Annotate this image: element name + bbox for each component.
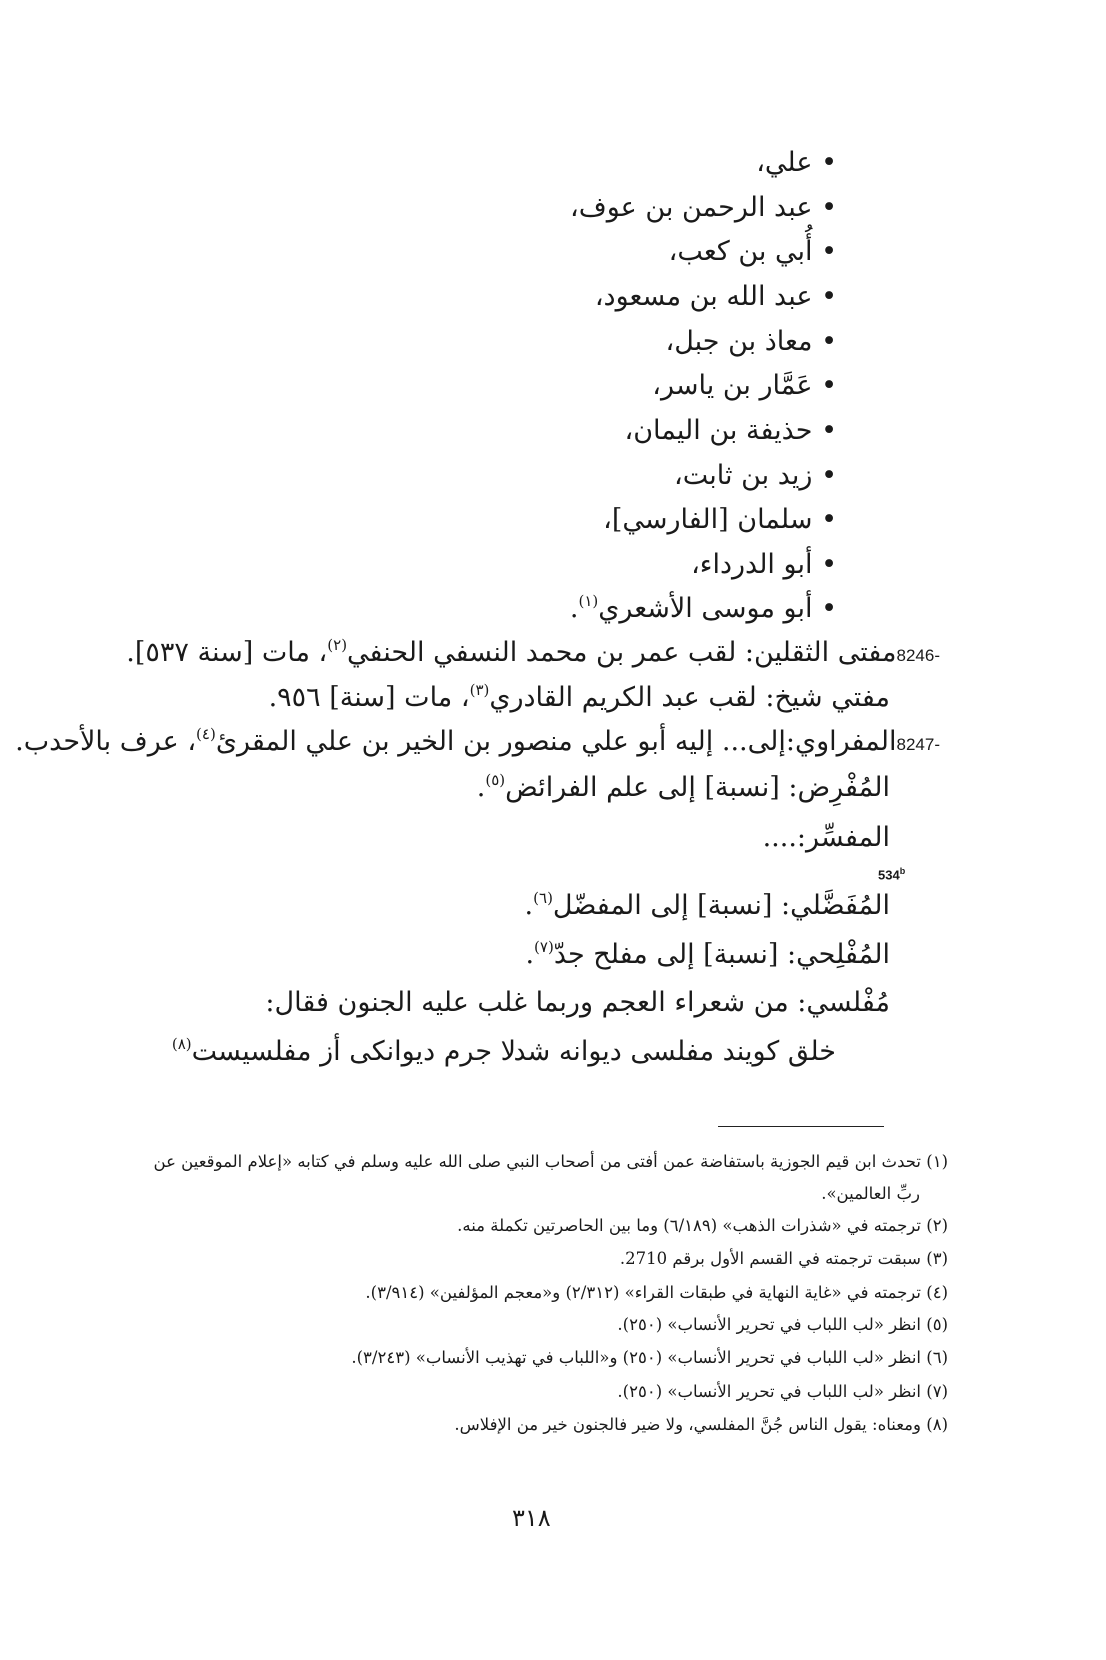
bullet-item: • عَمَّار بن ياسر،	[652, 370, 837, 401]
bullet-item: • أبو موسى الأشعري$^{(١)}$.	[569, 592, 837, 624]
entry-mufaddali: المُفَضَّلي: [نسبة] إلى المفضّل$^{(٦)}$.	[524, 889, 890, 921]
page-number: ٣١٨	[512, 1504, 551, 1532]
bullet-item: • أُبي بن كعب،	[668, 236, 837, 267]
entry-number: 8246-	[896, 646, 940, 665]
footnote-ref: (٤)	[196, 725, 216, 743]
footnote-separator	[718, 1126, 884, 1127]
bullet-item: • عبد الله بن مسعود،	[594, 281, 837, 312]
bullet-item: • أبو الدرداء،	[691, 549, 837, 580]
footnote-2: (٢) ترجمته في «شذرات الذهب» (٦/١٨٩) وما بين الحاصرتين تكملة منه.	[457, 1216, 948, 1235]
bullet-item: • عبد الرحمن بن عوف،	[569, 192, 837, 223]
footnote-1: (١) تحدث ابن قيم الجوزية باستفاضة عمن أفتى من أصحاب النبي صلى الله عليه وسلم في كتابه «إعلام الموقعين عن	[153, 1152, 948, 1171]
entry-mufti-shaykh: مفتي شيخ: لقب عبد الكريم القادري$^{(٣)}$، مات [سنة] ٩٥٦.	[268, 681, 890, 713]
footnote-4: (٤) ترجمته في «غاية النهاية في طبقات القراء» (٢/٣١٢) و«معجم المؤلفين» (٣/٩١٤).	[365, 1283, 948, 1302]
footnote-6: (٦) انظر «لب اللباب في تحرير الأنساب» (٢٥٠) و«اللباب في تهذيب الأنساب» (٣/٢٤٣).	[351, 1348, 948, 1367]
entry-8247: 8247-المفراوي:إلى... إليه أبو علي منصور بن الخير بن علي المقرئ$^{(٤)}$، عرف بالأحدب.	[15, 725, 940, 757]
entry-muflisi: مُفْلسي: من شعراء العجم وربما غلب عليه الجنون فقال:	[265, 987, 890, 1018]
bullet-item: • حذيفة بن اليمان،	[624, 415, 837, 446]
footnote-8: (٨) ومعناه: يقول الناس جُنَّ المفلسي، ولا ضير فالجنون خير من الإفلاس.	[454, 1415, 948, 1434]
bullet-item: • علي،	[756, 147, 837, 178]
footnote-7: (٧) انظر «لب اللباب في تحرير الأنساب» (٢٥٠).	[617, 1382, 948, 1401]
entry-mufrid: المُفْرِض: [نسبة] إلى علم الفرائض$^{(٥)}$.	[476, 771, 890, 803]
footnote-3: (٣) سبقت ترجمته في القسم الأول برقم 2710.	[619, 1249, 948, 1268]
footnote-ref: (٦)	[533, 889, 553, 907]
footnote-5: (٥) انظر «لب اللباب في تحرير الأنساب» (٢٥٠).	[617, 1315, 948, 1334]
verse-second-hemistich: لا جرم ديوانكى أز مفلسيست$^{(٨)}$	[171, 1035, 516, 1067]
verse-first-hemistich: خلق كويند مفلسى ديوانه شد	[513, 1036, 836, 1067]
footnote-ref: (٨)	[171, 1035, 192, 1053]
bullet-item: • سلمان [الفارسي]،	[603, 504, 837, 535]
footnote-ref: (٣)	[469, 681, 490, 699]
footnote-ref: (٢)	[327, 636, 348, 654]
bullet-item: • زيد بن ثابت،	[674, 460, 837, 491]
footnote-ref: (١)	[578, 592, 599, 610]
footnote-ref: (٥)	[485, 771, 506, 789]
entry-muflihi: المُفْلِحي: [نسبة] إلى مفلح جدّ$^{(٧)}$.	[525, 938, 890, 970]
bullet-item: • معاذ بن جبل،	[665, 326, 837, 357]
entry-mufassir: المفسِّر:....	[762, 822, 890, 853]
entry-number: 8247-	[896, 735, 940, 754]
footnote-ref: (٧)	[534, 938, 554, 956]
footnote-1-cont: ربِّ العالمين».	[821, 1184, 920, 1203]
entry-8246: 8246-مفتى الثقلين: لقب عمر بن محمد النسفي الحنفي$^{(٢)}$، مات [سنة ٥٣٧].	[126, 636, 940, 668]
margin-folio-ref: 534$^b$	[878, 866, 906, 883]
